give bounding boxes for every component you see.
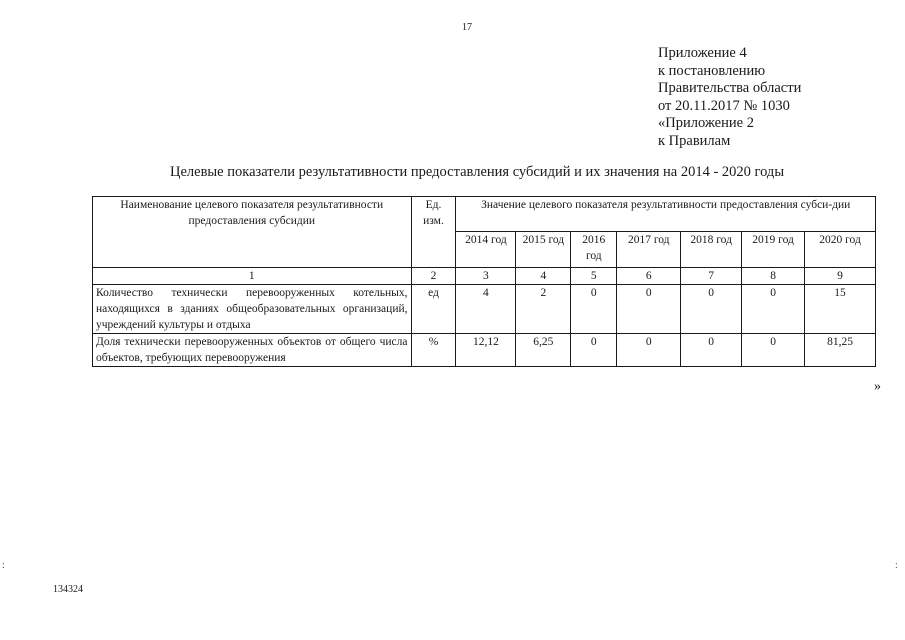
indicator-value: 0 [681,334,742,367]
indicator-name: Доля технически перевооруженных объектов от общего числа объектов, требующих перевооружения [93,334,412,367]
column-number: 5 [571,268,617,285]
indicator-value: 2 [516,285,571,334]
appendix-line: к постановлению [658,62,766,79]
column-number: 7 [681,268,742,285]
page-number: 17 [462,22,472,33]
margin-mark-right: : [895,560,898,571]
column-number-row [93,268,876,285]
header-row [93,197,876,232]
header-year: 2020 год [805,232,876,268]
appendix-line: к Правилам [658,132,731,149]
header-year: 2014 год [456,232,516,268]
appendix-line: Приложение 4 [658,45,747,61]
header-unit: Ед. изм. [411,197,456,268]
indicator-unit: % [411,334,456,367]
indicator-value: 81,25 [805,334,876,367]
indicator-value: 0 [617,334,681,367]
table-row [93,334,876,367]
header-year: 2015 год [516,232,571,268]
column-number: 6 [617,268,681,285]
indicator-value: 0 [571,334,617,367]
document-title: Целевые показатели результативности предоставления субсидий и их значения на 2014 - 2020 годы [170,164,785,180]
indicators-table [92,196,876,367]
indicator-value: 12,12 [456,334,516,367]
header-year: 2018 год [681,232,742,268]
indicator-value: 0 [681,285,742,334]
indicator-value: 0 [617,285,681,334]
appendix-line: «Приложение 2 [658,115,754,131]
margin-mark-left: : [2,560,5,571]
column-number: 4 [516,268,571,285]
indicator-unit: ед [411,285,456,334]
header-year: 2017 год [617,232,681,268]
appendix-line: Правительства области [658,80,802,96]
table-row [93,285,876,334]
column-number: 2 [411,268,456,285]
column-number: 9 [805,268,876,285]
indicator-value: 0 [742,334,805,367]
indicator-value: 0 [571,285,617,334]
column-number: 8 [742,268,805,285]
indicator-value: 4 [456,285,516,334]
appendix-line: от 20.11.2017 № 1030 [658,97,790,114]
header-value-group: Значение целевого показателя результативности предоставления субси-дии [456,197,876,232]
header-name: Наименование целевого показателя результативности предоставления субсидии [93,197,412,268]
footer-code: 134324 [53,584,83,595]
column-number: 3 [456,268,516,285]
indicator-value: 0 [742,285,805,334]
indicator-name: Количество технически перевооруженных котельных, находящихся в зданиях общеобразовательных организаций, учреждений культуры и отдыха [93,285,412,334]
column-number: 1 [93,268,412,285]
indicator-value: 15 [805,285,876,334]
closing-quote: » [874,379,881,394]
indicator-value: 6,25 [516,334,571,367]
appendix-block [658,45,801,150]
header-year: 2016 год [571,232,617,268]
header-year: 2019 год [742,232,805,268]
